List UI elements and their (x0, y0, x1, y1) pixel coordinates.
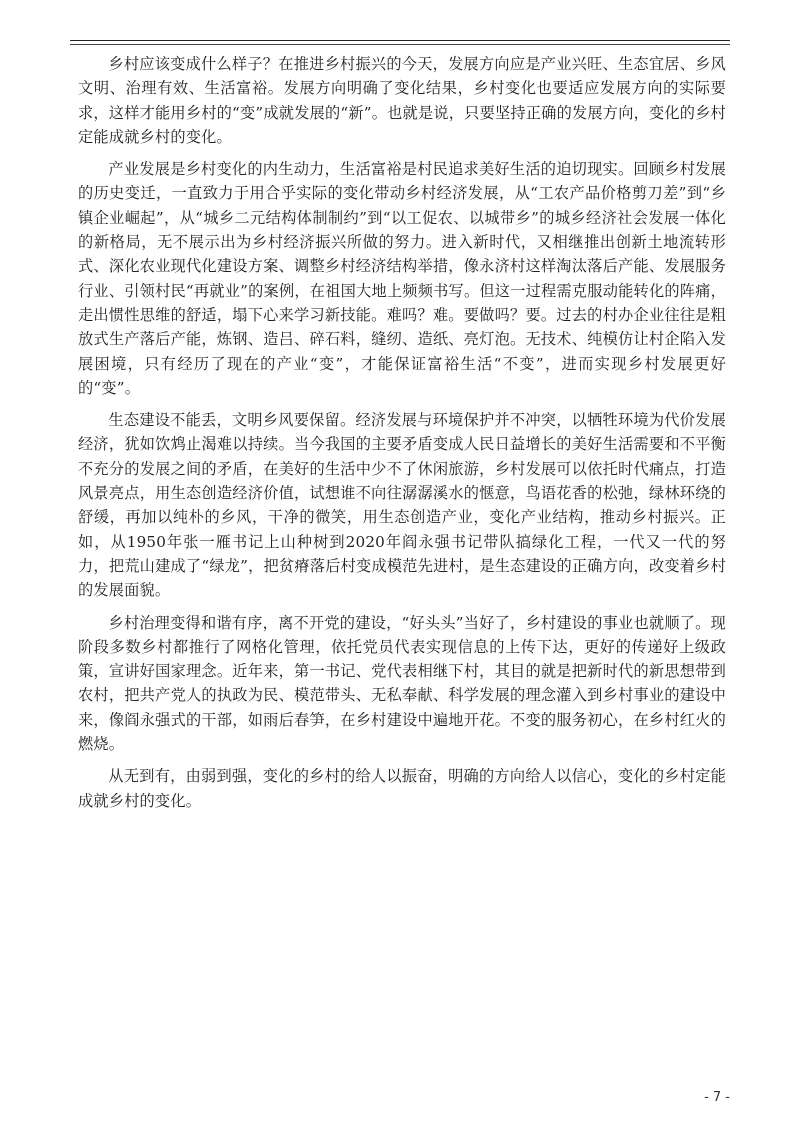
paragraph-4: 乡村治理变得和谐有序，离不开党的建设，“好头头”当好了，乡村建设的事业也就顺了。现阶段多数乡村都推行了网格化管理，依托党员代表实现信息的上传下达，更好的传递好上级政策，宣讲好国家理念。近年来，第一书记、党代表相继下村，其目的就是把新时代的新思想带到农村，把共产党人的执政为民、模范带头、无私奉献、科学发展的理念灌入到乡村事业的建设中来，像阎永强式的干部，如雨后春笋，在乡村建设中遍地开花。不变的服务初心，在乡村红火的燃烧。 (78, 613, 726, 754)
body-text (78, 52, 726, 821)
paragraph-2: 产业发展是乡村变化的内生动力，生活富裕是村民追求美好生活的迫切现实。回顾乡村发展的历史变迁，一直致力于用合乎实际的变化带动乡村经济发展，从“工农产品价格剪刀差”到“乡镇企业崛起”，从“城乡二元结构体制制约”到“以工促农、以城带乡”的城乡经济社会发展一体化的新格局，无不展示出为乡村经济振兴所做的努力。进入新时代，又相继推出创新土地流转形式、深化农业现代化建设方案、调整乡村经济结构举措，像永济村这样淘汰落后产能、发展服务行业、引领村民“再就业”的案例，在祖国大地上频频书写。但这一过程需克服动能转化的阵痛，走出惯性思维的舒适，塌下心来学习新技能。难吗？难。要做吗？要。过去的村办企业往往是粗放式生产落后产能，炼钢、造吕、碎石料，缝纫、造纸、亮灯泡。无技术、纯模仿让村企陷入发展困境，只有经历了现在的产业“变”，才能保证富裕生活“不变”，进而实现乡村发展更好的“变”。 (78, 160, 726, 397)
page-number: - 7 - (704, 1090, 730, 1105)
paragraph-1: 乡村应该变成什么样子？在推进乡村振兴的今天，发展方向应是产业兴旺、生态宜居、乡风文明、治理有效、生活富裕。发展方向明确了变化结果，乡村变化也要适应发展方向的实际要求，这样才能用乡村的“变”成就发展的“新”。也就是说，只要坚持正确的发展方向，变化的乡村定能成就乡村的变化。 (78, 55, 726, 146)
paragraph-5: 从无到有，由弱到强，变化的乡村的给人以振奋，明确的方向给人以信心，变化的乡村定能成就乡村的变化。 (78, 767, 726, 810)
header-rule-thin (70, 44, 730, 45)
paragraph-3: 生态建设不能丢，文明乡风要保留。经济发展与环境保护并不冲突，以牺牲环境为代价发展经济，犹如饮鸩止渴难以持续。当今我国的主要矛盾变成人民日益增长的美好生活需要和不平衡不充分的发展之间的矛盾，在美好的生活中少不了休闲旅游，乡村发展可以依托时代痛点，打造风景亮点，用生态创造经济价值，试想谁不向往潺潺溪水的惬意，鸟语花香的松弛，绿林环绕的舒缓，再加以纯朴的乡风，干净的微笑，用生态创造产业，变化产业结构，推动乡村振兴。正如，从1950年张一雁书记上山种树到2020年阎永强书记带队搞绿化工程，一代又一代的努力，把荒山建成了“绿龙”，把贫瘠落后村变成模范先进村，是生态建设的正确方向，改变着乡村的发展面貌。 (78, 411, 726, 600)
header-rule-thick (70, 40, 730, 41)
